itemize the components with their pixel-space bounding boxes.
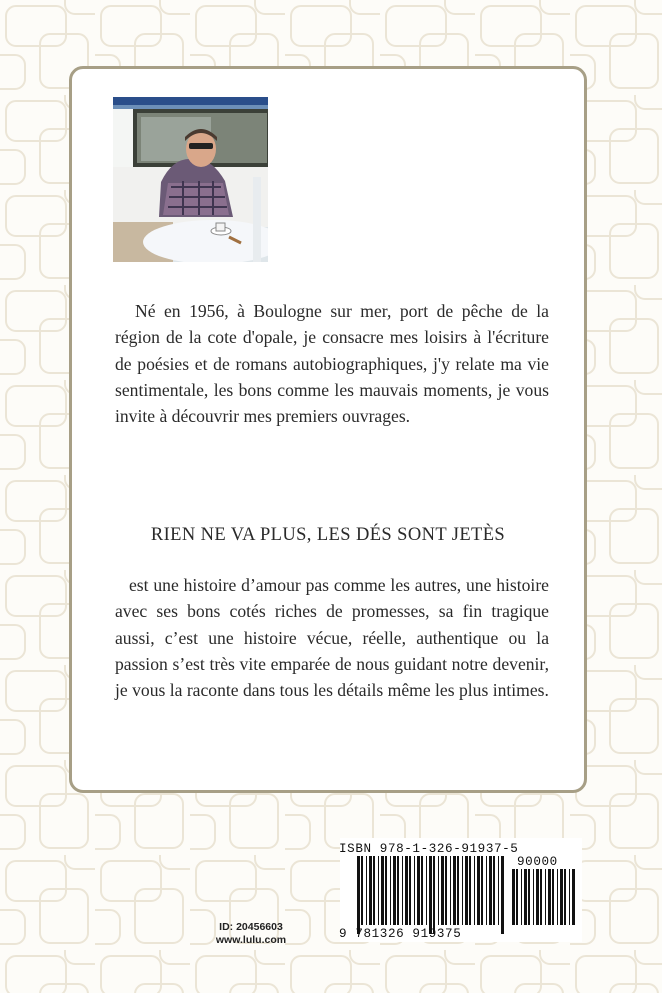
barcode-bar	[516, 869, 518, 925]
barcode-bar	[557, 869, 558, 925]
barcode-bar	[453, 856, 456, 925]
barcode-bar	[481, 856, 483, 925]
barcode-bar	[441, 856, 444, 925]
barcode-bar	[405, 856, 408, 925]
barcode-bar	[421, 856, 423, 925]
barcode-bar	[469, 856, 471, 925]
barcode-bar	[474, 856, 475, 925]
barcode-bar	[457, 856, 459, 925]
barcode-bar	[493, 856, 495, 925]
barcode-bar	[433, 856, 435, 934]
barcode-bar	[548, 869, 551, 925]
barcode-bar	[540, 869, 542, 925]
barcode-bar	[477, 856, 480, 925]
barcode-bar	[545, 869, 546, 925]
barcode-bar	[409, 856, 411, 925]
price-addon-barcode	[512, 869, 578, 934]
barcode-bar	[498, 856, 499, 925]
barcode-bar	[462, 856, 463, 925]
barcode-bar	[489, 856, 492, 925]
barcode-bar	[385, 856, 387, 925]
barcode-bar	[564, 869, 566, 925]
barcode-bar	[369, 856, 372, 925]
ean-barcode	[357, 856, 504, 934]
barcode-bar	[572, 869, 575, 925]
barcode-bar	[533, 869, 534, 925]
publisher-website: www.lulu.com	[215, 934, 287, 946]
book-title: RIEN NE VA PLUS, LES DÉS SONT JETÈS	[150, 525, 506, 545]
ean-number: 9 781326 919375	[339, 927, 462, 941]
barcode-bar	[393, 856, 396, 925]
barcode-bar	[414, 856, 415, 925]
barcode-bar	[560, 869, 563, 925]
barcode-bar	[417, 856, 420, 925]
price-code-label: 90000	[517, 855, 558, 869]
barcode-bar	[429, 856, 432, 934]
isbn-label: ISBN 978-1-326-91937-5	[339, 842, 519, 856]
book-summary: est une histoire d’amour pas comme les autres, une histoire avec ses bons cotés riches de promesses, sa fin tragique aussi, c’est une histoire vécue, réelle, authentique ou la passion s’est très vite emparée de nous guidant notre devenir, je vous la raconte dans tous les détails même les plus intimes.	[115, 575, 549, 701]
barcode-bar	[536, 869, 539, 925]
author-biography: Né en 1956, à Boulogne sur mer, port de pêche de la région de la cote d'opale, je consacre mes loisirs à l'écriture de poésies et de romans autobiographiques, j'y relate ma vie sentimentale, les bons comme les mauvais moments, je vous invite à découvrir mes premiers ouvrages.	[115, 301, 549, 427]
barcode-bar	[397, 856, 399, 925]
barcode-bar	[501, 856, 504, 934]
barcode-bar	[378, 856, 379, 925]
barcode-bar	[521, 869, 522, 925]
barcode-bar	[426, 856, 427, 925]
barcode-bar	[524, 869, 527, 925]
barcode-bar	[569, 869, 570, 925]
barcode-bar	[486, 856, 487, 925]
barcode-bar	[381, 856, 384, 925]
barcode-bar	[450, 856, 451, 925]
barcode-bar	[445, 856, 447, 925]
barcode-bar	[402, 856, 403, 925]
barcode-bar	[373, 856, 375, 925]
publisher-info	[206, 921, 296, 947]
barcode-bar	[528, 869, 530, 925]
barcode-bar	[465, 856, 468, 925]
author-photo	[113, 97, 268, 262]
barcode-bar	[361, 856, 363, 925]
barcode-bar	[438, 856, 439, 925]
barcode-bar	[390, 856, 391, 925]
barcode-bar	[512, 869, 515, 925]
barcode-bar	[357, 856, 360, 934]
barcode-bar	[366, 856, 367, 925]
publisher-id: ID: 20456603	[219, 921, 283, 933]
barcode-bar	[552, 869, 554, 925]
